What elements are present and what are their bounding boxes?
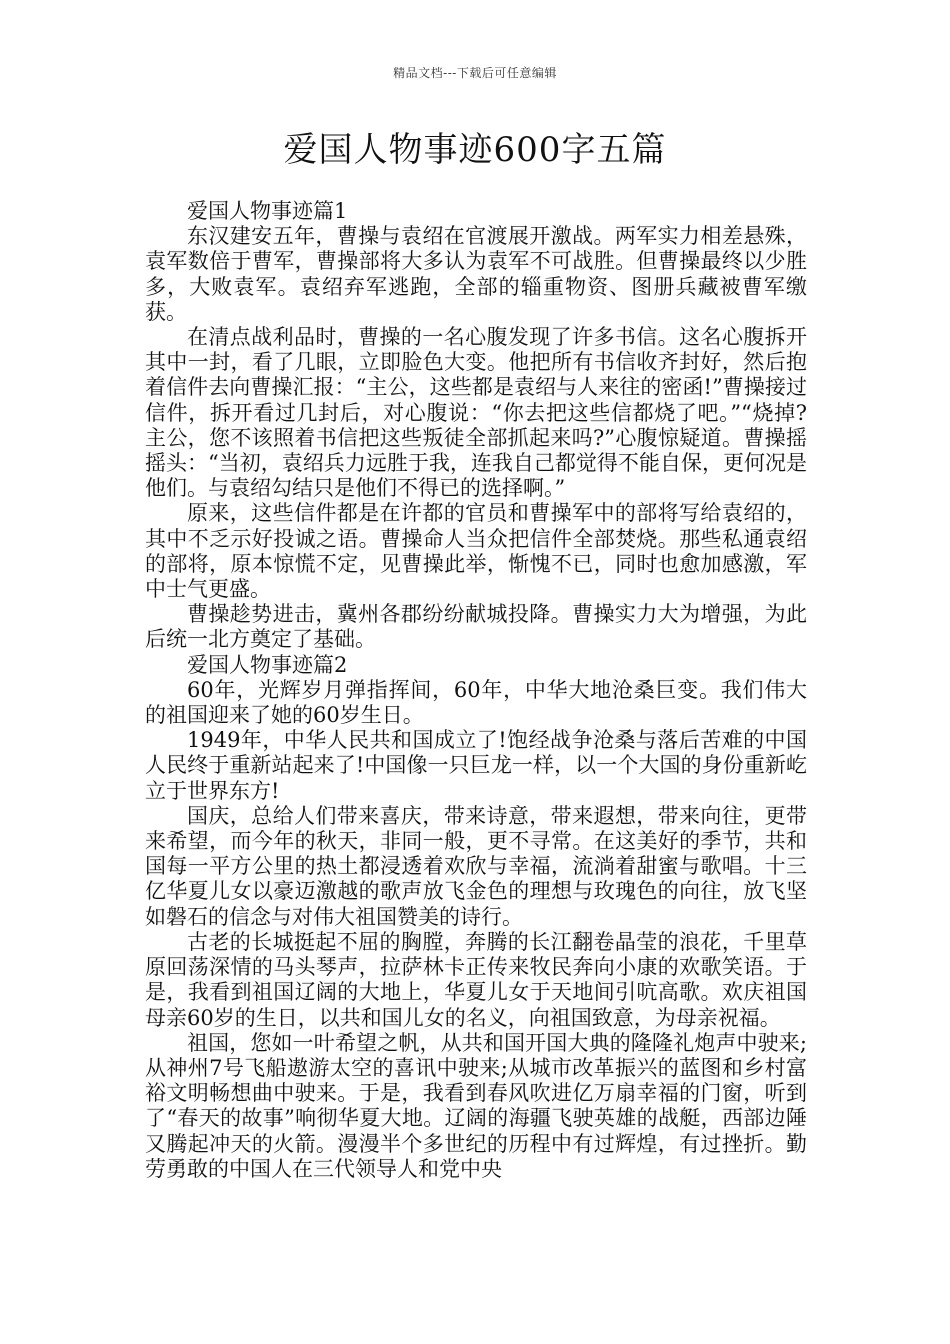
paragraph: 国庆，总给人们带来喜庆，带来诗意，带来遐想，带来向往，更带来希望，而今年的秋天，非同一般，更不寻常。在这美好的季节，共和国每一平方公里的热土都浸透着欢欣与幸福，流淌着甜蜜与歌唱。十三亿华夏儿女以豪迈激越的歌声放飞金色的理想与玫瑰色的向往，放飞坚如磐石的信念与对伟大祖国赞美的诗行。 [145, 803, 807, 929]
paragraph: 在清点战利品时，曹操的一名心腹发现了许多书信。这名心腹拆开其中一封，看了几眼，立即脸色大变。他把所有书信收齐封好，然后抱着信件去向曹操汇报：“主公，这些都是袁绍与人来往的密函!”曹操接过信件，拆开看过几封后，对心腹说：“你去把这些信都烧了吧。”“烧掉?主公，您不该照着书信把这些叛徒全部抓起来吗?”心腹惊疑道。曹操摇摇头：“当初，袁绍兵力远胜于我，连我自己都觉得不能自保，更何况是他们。与袁绍勾结只是他们不得已的选择啊。” [145, 325, 807, 501]
paragraph: 祖国，您如一叶希望之帆，从共和国开国大典的隆隆礼炮声中驶来;从神州7号飞船遨游太空的喜讯中驶来;从城市改革振兴的蓝图和乡村富裕文明畅想曲中驶来。于是，我看到春风吹进亿万扇幸福的门窗，听到了“春天的故事”响彻华夏大地。辽阔的海疆飞驶英雄的战艇，西部边陲又腾起冲天的火箭。漫漫半个多世纪的历程中有过辉煌，有过挫折。勤劳勇敢的中国人在三代领导人和党中央 [145, 1030, 807, 1181]
paragraph: 曹操趁势进击，冀州各郡纷纷献城投降。曹操实力大为增强，为此后统一北方奠定了基础。 [145, 602, 807, 652]
paragraph: 古老的长城挺起不屈的胸膛，奔腾的长江翻卷晶莹的浪花，千里草原回荡深情的马头琴声，拉萨林卡正传来牧民奔向小康的欢歌笑语。于是，我看到祖国辽阔的大地上，华夏儿女于天地间引吭高歌。欢庆祖国母亲60岁的生日，以共和国儿女的名义，向祖国致意，为母亲祝福。 [145, 929, 807, 1030]
document-title: 爱国人物事迹600字五篇 [283, 130, 667, 170]
paragraph: 原来，这些信件都是在许都的官员和曹操军中的部将写给袁绍的，其中不乏示好投诚之语。曹操命人当众把信件全部焚烧。那些私通袁绍的部将，原本惊慌不定，见曹操此举，惭愧不已，同时也愈加感激，军中士气更盛。 [145, 501, 807, 602]
header-note: 精品文档---下载后可任意编辑 [393, 66, 557, 80]
paragraph: 东汉建安五年，曹操与袁绍在官渡展开激战。两军实力相差悬殊，袁军数倍于曹军，曹操部将大多认为袁军不可战胜。但曹操最终以少胜多，大败袁军。袁绍弃军逃跑，全部的辎重物资、图册兵藏被曹军缴获。 [145, 224, 807, 324]
paragraph: 60年，光辉岁月弹指挥间，60年，中华大地沧桑巨变。我们伟大的祖国迎来了她的60岁生日。 [145, 677, 807, 728]
paragraph: 1949年，中华人民共和国成立了!饱经战争沧桑与落后苦难的中国人民终于重新站起来了!中国像一只巨龙一样，以一个大国的身份重新屹立于世界东方! [145, 728, 807, 803]
document-body [145, 199, 807, 1182]
section-heading-2: 爱国人物事迹篇2 [187, 652, 348, 677]
section-heading-1: 爱国人物事迹篇1 [187, 199, 348, 223]
